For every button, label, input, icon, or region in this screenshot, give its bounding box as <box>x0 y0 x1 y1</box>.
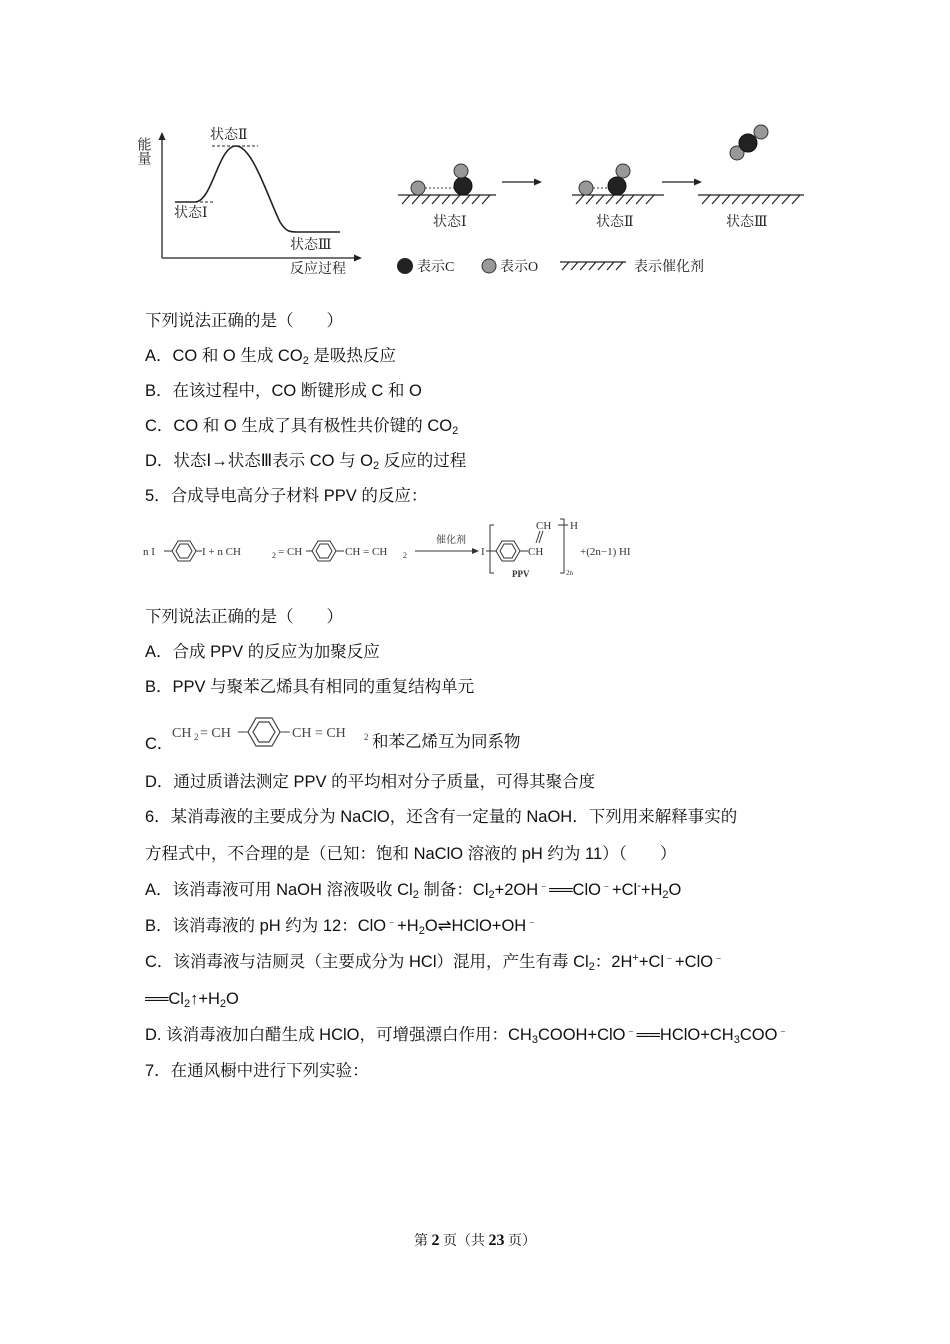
curve-state2-label: 状态Ⅱ <box>210 128 248 143</box>
q6-option-d: D. 该消毒液加白醋生成 HClO，可增强漂白作用：$CH_3COOH+ClO^﹣══HClO+CH_3COO^﹣$ <box>145 1025 789 1046</box>
panel-state3-label: 状态Ⅲ <box>726 215 768 230</box>
q4-option-c: C．CO 和 O 生成了具有极性共价键的 $CO_2$ <box>145 417 459 437</box>
catalyst-surface-1 <box>398 195 496 204</box>
q5-option-c-text: 和苯乙烯互为同系物 <box>372 733 521 751</box>
q6-stem-line2: 方程式中，不合理的是（已知：饱和 NaClO 溶液的 pH 约为 11）（ ） <box>145 845 677 863</box>
q5-option-a: A．合成 PPV 的反应为加聚反应 <box>145 643 380 661</box>
eq-left-4: CH = CH <box>345 546 388 558</box>
arrow-1 <box>502 179 542 186</box>
eq-bracket-left <box>490 525 494 573</box>
page-footer: 第 2 页（共 23 页） <box>414 1232 536 1249</box>
eq-left-3: = CH <box>278 546 303 558</box>
eq-left-2: I + n CH <box>202 546 241 558</box>
y-axis-label: 能量 <box>135 137 151 165</box>
q4-option-a: A．CO 和 O 生成 $CO_2$ 是吸热反应 <box>145 347 396 367</box>
q6-option-c-line1: C．该消毒液与洁厕灵（主要成分为 HCl）混用，产生有毒 $Cl_2$：2H++Cl﹣+ClO﹣ <box>145 952 725 973</box>
q5-option-c-label: C． <box>145 735 174 753</box>
q4-option-b: B．在该过程中，CO 断键形成 C 和 O <box>145 382 422 400</box>
eq-right-i: I <box>481 546 485 558</box>
catalyst-surface-3 <box>698 195 804 204</box>
state2-molecules <box>579 164 630 195</box>
q4-option-d: D．状态Ⅰ→状态Ⅲ表示 CO 与 $O_2$ 反应的过程 <box>145 452 467 472</box>
eq-right-h: H <box>570 520 578 532</box>
eq-right-tail: +(2n−1) HI <box>580 546 631 558</box>
eq-right-ch: CH <box>528 546 544 558</box>
q5-stem: 5．合成导电高分子材料 PPV 的反应： <box>145 487 428 505</box>
eq-n-i: n I <box>143 546 155 558</box>
eq-catalyst: 催化剂 <box>436 535 466 546</box>
q5-option-d: D．通过质谱法测定 PPV 的平均相对分子质量，可得其聚合度 <box>145 773 596 791</box>
legend-c-dot <box>397 258 413 274</box>
q6-option-a: A．该消毒液可用 NaOH 溶液吸收 $Cl_2$ 制备：$Cl_2+2OH^﹣══ClO^﹣+Cl^-+H_2O$ <box>145 880 682 901</box>
q5-prompt: 下列说法正确的是（ ） <box>145 608 343 626</box>
curve-state3-label: 状态Ⅲ <box>290 238 332 253</box>
eq-bracket-right <box>560 519 564 573</box>
eq-right-n: 2n <box>566 569 573 577</box>
struct-ch2-right-sub: 2 <box>364 732 369 742</box>
current-page-number: 2 <box>431 1232 440 1249</box>
struct-ch2-left-sub: 2 <box>194 732 199 742</box>
y-axis-arrow <box>159 132 166 140</box>
curve-state1-label: 状态Ⅰ <box>174 206 208 221</box>
legend-catalyst-icon <box>560 262 626 270</box>
panel-state2-label: 状态Ⅱ <box>596 215 634 230</box>
q5-option-b: B．PPV 与聚苯乙烯具有相同的重复结构单元 <box>145 678 475 696</box>
q6-option-c-line2: $══Cl_2↑+H_2O$ <box>145 990 239 1010</box>
benzene-ring-2 <box>312 541 336 561</box>
eq-left-4-sub: 2 <box>403 551 407 560</box>
struct-ch-eq-ch2: CH = CH <box>292 726 346 741</box>
struct-ch2-left: CH <box>172 726 192 741</box>
x-axis-label: 反应过程 <box>290 262 346 277</box>
legend-o-dot <box>482 259 496 273</box>
ppv-reaction-equation <box>140 515 650 583</box>
q6-option-b: B．该消毒液的 pH 约为 12：$ClO^﹣+H_2O\rightleftharpoons HClO+OH^﹣$ <box>145 916 538 937</box>
eq-right-ch-top: CH <box>536 520 552 532</box>
panel-state1-label: 状态Ⅰ <box>433 215 467 230</box>
q6-stem-line1: 6．某消毒液的主要成分为 NaClO，还含有一定量的 NaOH．下列用来解释事实的 <box>145 808 738 826</box>
benzene-ring-c <box>248 718 280 746</box>
state3-molecules <box>730 125 768 160</box>
benzene-ring-1 <box>172 541 196 561</box>
energy-reaction-figure <box>135 120 820 285</box>
state1-molecules <box>411 164 472 195</box>
divinylbenzene-structure <box>170 712 370 752</box>
catalyst-surface-2 <box>572 195 664 204</box>
legend-o-label: 表示O <box>500 260 539 275</box>
q7-stem: 7．在通风橱中进行下列实验： <box>145 1062 369 1080</box>
eq-ppv-label: PPV <box>512 569 530 579</box>
q4-prompt: 下列说法正确的是（ ） <box>145 312 343 330</box>
benzene-ring-3 <box>496 541 520 561</box>
eq-left-2-sub: 2 <box>272 551 276 560</box>
x-axis-arrow <box>354 255 362 262</box>
legend-c-label: 表示C <box>417 260 455 275</box>
legend-catalyst-label: 表示催化剂 <box>634 260 704 275</box>
struct-eq-ch: = CH <box>200 726 231 741</box>
arrow-2 <box>662 179 702 186</box>
total-page-count: 23 <box>488 1232 505 1249</box>
